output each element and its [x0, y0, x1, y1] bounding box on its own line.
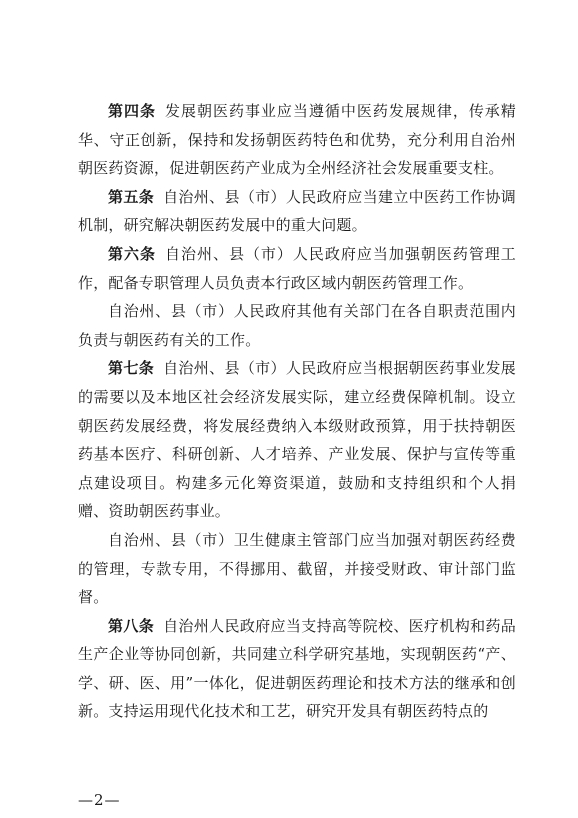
paragraph-text: 自治州人民政府应当支持高等院校、医疗机构和药品生产企业等协同创新，共同建立科学研究基地，实现朝医药“产、学、研、医、用”一体化，促进朝医药理论和技术方法的继承和创新。支持运用现代化技术和工艺，研究开发具有朝医药特点的 [78, 616, 516, 721]
article-5-paragraph [78, 183, 516, 240]
article-7-paragraph [78, 354, 516, 526]
paragraph-text: 自治州、县（市）人民政府应当建立中医药工作协调机制，研究解决朝医药发展中的重大问题。 [78, 187, 516, 235]
paragraph-text: 自治州、县（市）人民政府应当根据朝医药事业发展的需要以及本地区社会经济发展实际，建立经费保障机制。设立朝医药发展经费，将发展经费纳入本级财政预算，用于扶持朝医药基本医疗、科研创新、人才培养、产业发展、保护与宣传等重点建设项目。构建多元化筹资渠道，鼓励和支持组织和个人捐赠、资助朝医药事业。 [78, 359, 516, 521]
article-4-paragraph [78, 97, 516, 183]
paragraph-text: 自治州、县（市）人民政府应当加强朝医药管理工作，配备专职管理人员负责本行政区域内朝医药管理工作。 [78, 244, 516, 292]
article-8-paragraph [78, 612, 516, 726]
article-number: 第七条 [108, 359, 155, 378]
article-number: 第五条 [108, 187, 155, 206]
article-number: 第四条 [108, 102, 156, 120]
paragraph-text: 自治州、县（市）人民政府其他有关部门在各自职责范围内负责与朝医药有关的工作。 [78, 302, 516, 349]
page-number: —2— [78, 791, 121, 809]
article-6-subparagraph [78, 297, 516, 354]
article-number: 第六条 [108, 244, 156, 263]
paragraph-text: 自治州、县（市）卫生健康主管部门应当加强对朝医药经费的管理，专款专用，不得挪用、截留，并接受财政、审计部门监督。 [78, 530, 516, 607]
paragraph-text: 发展朝医药事业应当遵循中医药发展规律，传承精华、守正创新，保持和发扬朝医药特色和优势，充分利用自治州朝医药资源，促进朝医药产业成为全州经济社会发展重要支柱。 [78, 102, 516, 178]
article-6-paragraph [78, 240, 516, 297]
article-number: 第八条 [108, 616, 155, 635]
document-body [78, 97, 516, 726]
article-7-subparagraph [78, 526, 516, 612]
